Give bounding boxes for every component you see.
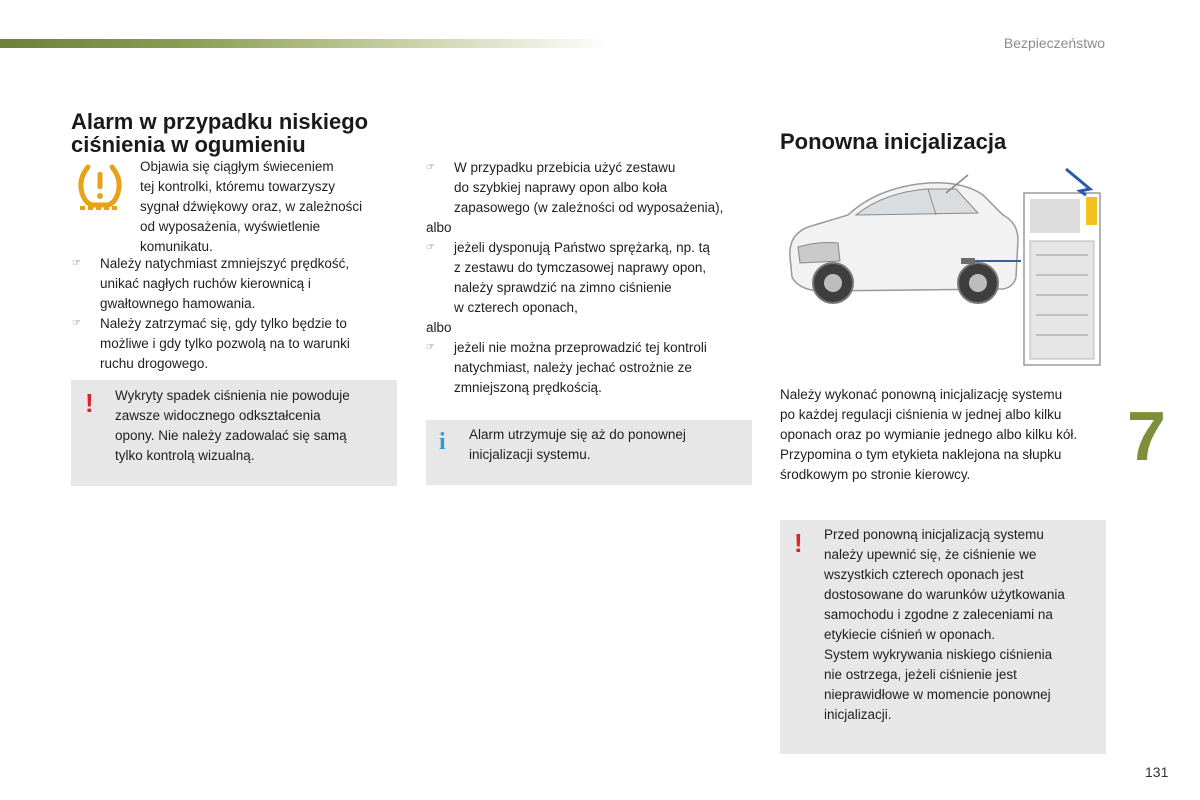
- text-line: natychmiast, należy jechać ostrożnie ze: [454, 360, 692, 375]
- section-title: Bezpieczeństwo: [1003, 35, 1105, 51]
- text-line: inicjalizacji systemu.: [469, 447, 591, 462]
- text-line: nie ostrzega, jeżeli ciśnienie jest: [824, 667, 1017, 682]
- pointing-hand-icon: ☞: [426, 162, 435, 173]
- list-item: [426, 338, 756, 398]
- text-line: Przed ponowną inicjalizacją systemu: [824, 527, 1044, 542]
- text-line: należy sprawdzić na zimno ciśnienie: [454, 280, 672, 295]
- text-line: Wykryty spadek ciśnienia nie powoduje: [115, 388, 350, 403]
- car-icon: [790, 175, 1021, 303]
- text-line: samochodu i zgodne z zaleceniami na: [824, 607, 1053, 622]
- connector-text: albo: [426, 220, 452, 235]
- left-bullet-list: [72, 254, 402, 374]
- text-line: unikać nagłych ruchów kierownicą i: [100, 276, 311, 291]
- text-line: Objawia się ciągłym świeceniem: [140, 159, 334, 174]
- tire-pressure-label-icon: [1024, 193, 1100, 365]
- warning-text: [824, 525, 1065, 725]
- list-item: [72, 314, 402, 374]
- text-line: zmniejszoną prędkością.: [454, 380, 602, 395]
- header-accent-bar: [0, 39, 610, 48]
- list-item: [72, 254, 402, 314]
- text-line: wszystkich czterech oponach jest: [824, 567, 1024, 582]
- list-item: [426, 158, 756, 218]
- warning-text: [115, 386, 350, 466]
- text-line: od wyposażenia, wyświetlenie: [140, 219, 321, 234]
- text-line: komunikatu.: [140, 239, 213, 254]
- info-text: [469, 425, 686, 465]
- text-line: tej kontrolki, któremu towarzyszy: [140, 179, 336, 194]
- text-line: System wykrywania niskiego ciśnienia: [824, 647, 1053, 662]
- left-heading-line2: ciśnienia w ogumieniu: [71, 132, 306, 157]
- info-icon: i: [439, 429, 446, 455]
- left-heading-line1: Alarm w przypadku niskiego: [71, 109, 369, 134]
- right-warning-box: [780, 520, 1106, 754]
- text-line: oponach oraz po wymianie jednego albo kilku kół.: [780, 427, 1078, 442]
- text-line: dostosowane do warunków użytkowania: [824, 587, 1065, 602]
- text-line: po każdej regulacji ciśnienia w jednej albo kilku: [780, 407, 1062, 422]
- info-box: [426, 420, 752, 485]
- icon-description: [140, 157, 362, 257]
- text-line: z zestawu do tymczasowej naprawy opon,: [454, 260, 707, 275]
- text-line: jeżeli nie można przeprowadzić tej kontroli: [454, 340, 707, 355]
- car-tire-label-illustration: [778, 165, 1108, 370]
- list-item: [426, 238, 756, 318]
- exclamation-icon: !: [794, 528, 803, 558]
- text-line: środkowym po stronie kierowcy.: [780, 467, 971, 482]
- right-heading: Ponowna inicjalizacja: [780, 129, 1007, 154]
- text-line: Przypomina o tym etykieta naklejona na słupku: [780, 447, 1062, 462]
- right-paragraph: [780, 385, 1077, 485]
- text-line: nieprawidłowe w momencie ponownej: [824, 687, 1051, 702]
- text-line: możliwe i gdy tylko pozwolą na to warunki: [100, 336, 350, 351]
- text-line: W przypadku przebicia użyć zestawu: [454, 160, 676, 175]
- connector-text: albo: [426, 320, 452, 335]
- pointing-hand-icon: ☞: [426, 342, 435, 353]
- text-line: zapasowego (w zależności od wyposażenia),: [454, 200, 724, 215]
- left-warning-box: [71, 380, 397, 486]
- chapter-number: 7: [1127, 397, 1166, 475]
- text-line: etykiecie ciśnień w oponach.: [824, 627, 996, 642]
- middle-bullet-list: [426, 158, 756, 398]
- text-line: do szybkiej naprawy opon albo koła: [454, 180, 668, 195]
- text-line: jeżeli dysponują Państwo sprężarką, np. tą: [454, 240, 710, 255]
- text-line: tylko kontrolą wizualną.: [115, 448, 255, 463]
- text-line: Należy wykonać ponowną inicjalizację systemu: [780, 387, 1063, 402]
- exclamation-icon: !: [85, 388, 94, 418]
- arrow-icon: [1066, 169, 1090, 195]
- text-line: Alarm utrzymuje się aż do ponownej: [469, 427, 686, 442]
- page-number: 131: [1145, 764, 1169, 780]
- text-line: ruchu drogowego.: [100, 356, 209, 371]
- text-line: w czterech oponach,: [454, 300, 578, 315]
- pointing-hand-icon: ☞: [72, 258, 81, 269]
- text-line: sygnał dźwiękowy oraz, w zależności: [140, 199, 363, 214]
- text-line: zawsze widocznego odkształcenia: [115, 408, 321, 423]
- pointing-hand-icon: ☞: [72, 318, 81, 329]
- text-line: Należy natychmiast zmniejszyć prędkość,: [100, 256, 350, 271]
- text-line: należy upewnić się, że ciśnienie we: [824, 547, 1037, 562]
- text-line: inicjalizacji.: [824, 707, 892, 722]
- tpms-warning-icon: [74, 163, 126, 213]
- text-line: Należy zatrzymać się, gdy tylko będzie to: [100, 316, 347, 331]
- text-line: opony. Nie należy zadowalać się samą: [115, 428, 347, 443]
- left-heading: [71, 110, 368, 156]
- text-line: gwałtownego hamowania.: [100, 296, 256, 311]
- pointing-hand-icon: ☞: [426, 242, 435, 253]
